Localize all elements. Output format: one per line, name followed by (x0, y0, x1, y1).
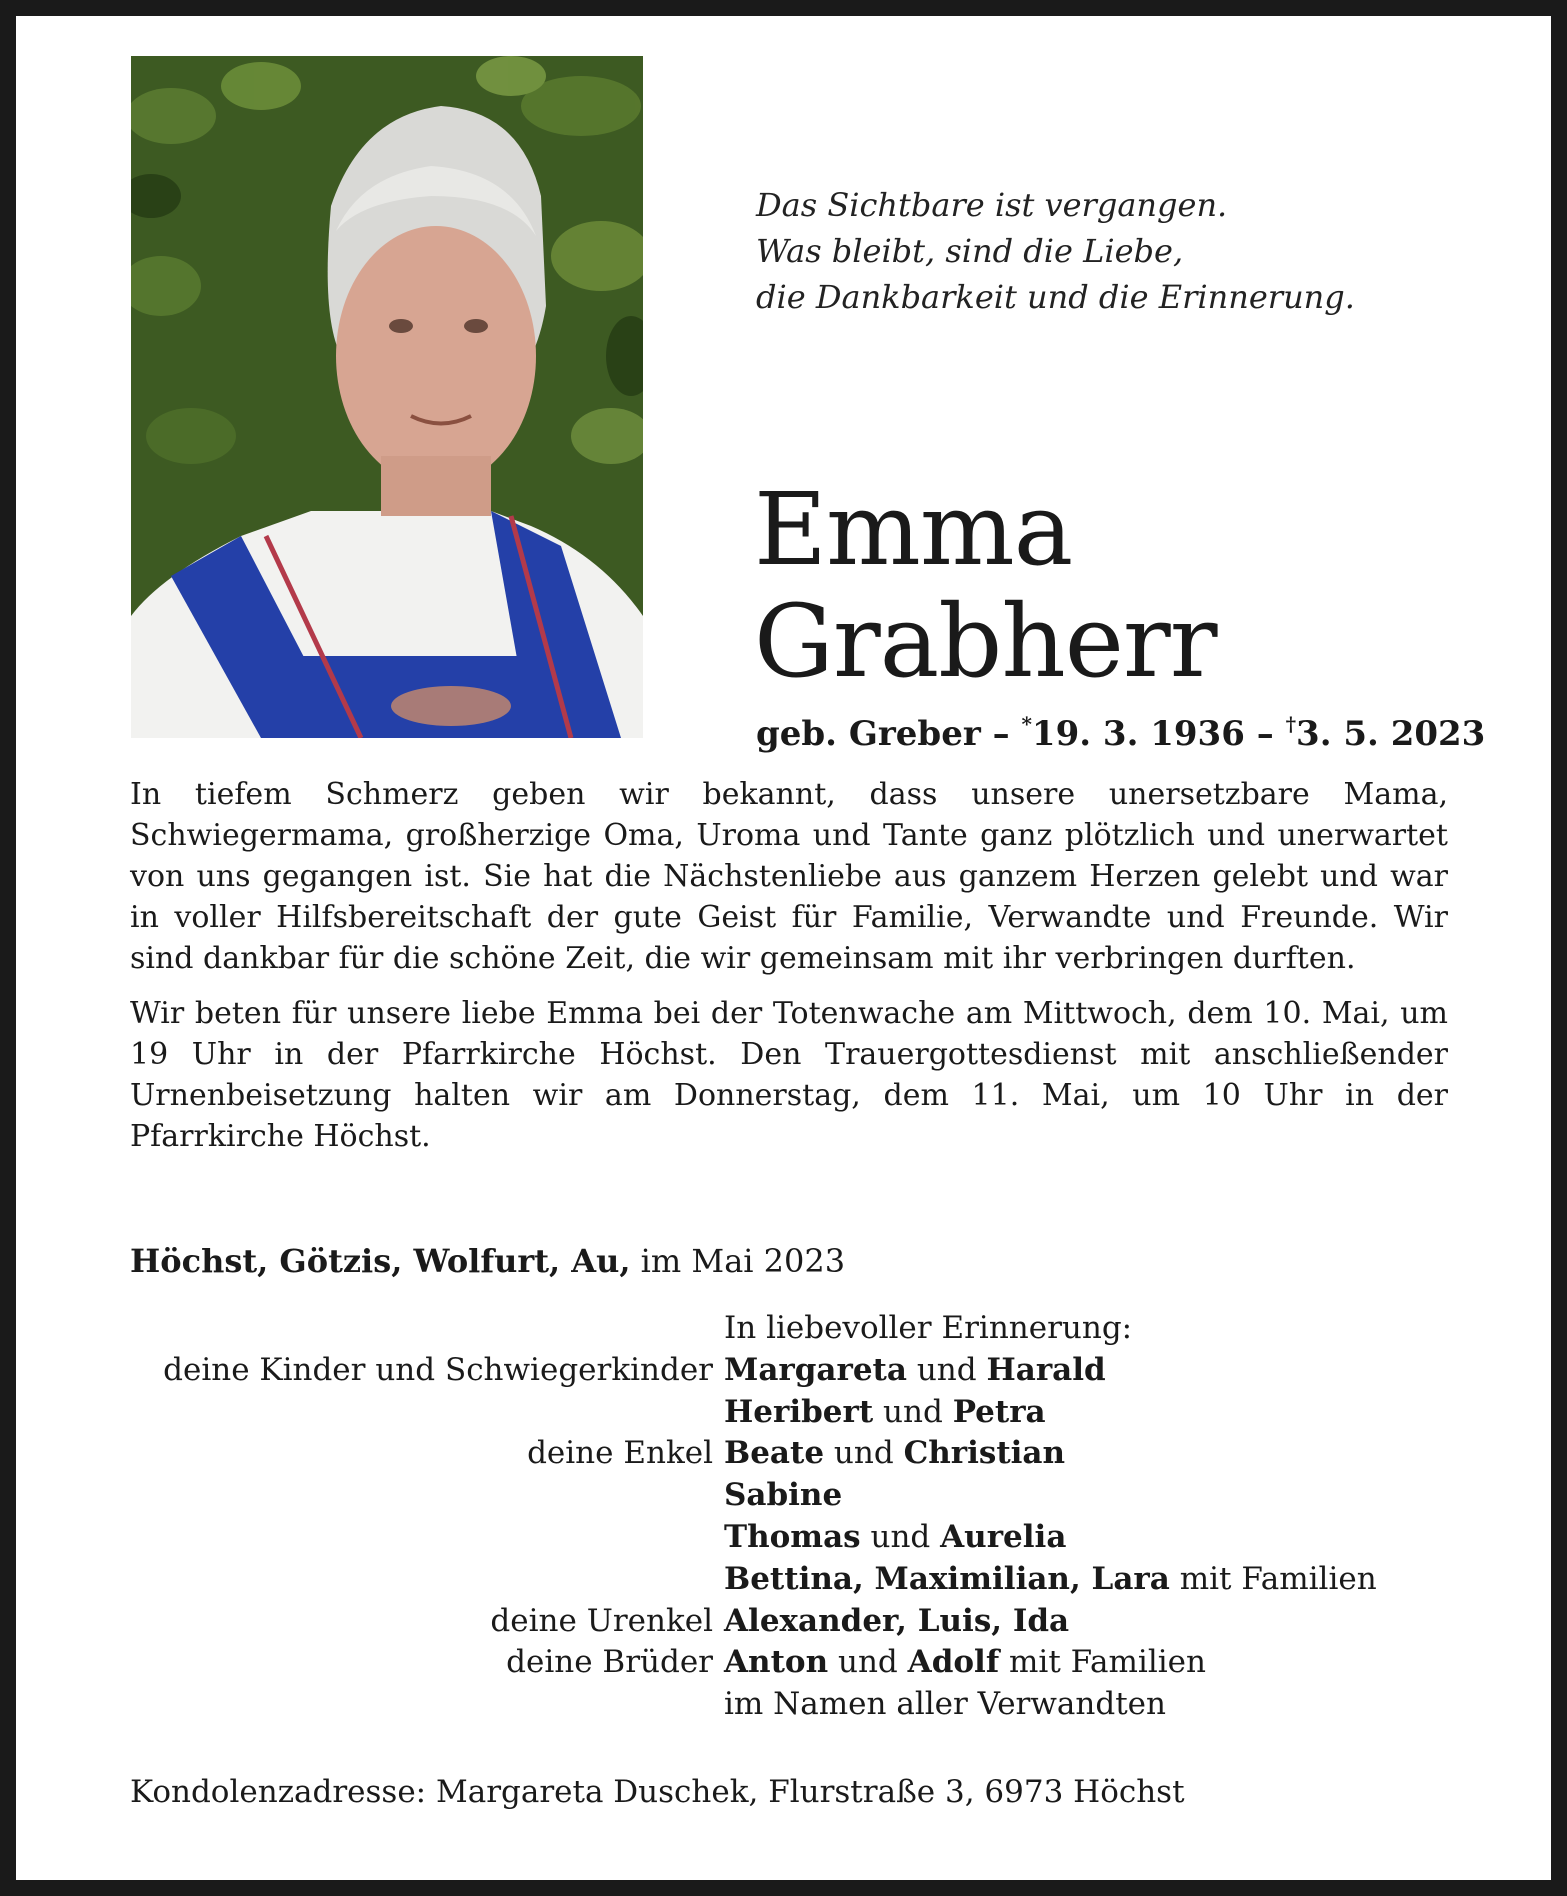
mourner-names (724, 1642, 1206, 1684)
first-name: Emma (754, 471, 1073, 588)
relation-label: deine Urenkel (490, 1602, 713, 1639)
list-item (16, 1559, 1551, 1601)
towns: Höchst, Götzis, Wolfurt, Au, (130, 1242, 631, 1280)
birth-date: 19. 3. 1936 (1031, 714, 1245, 754)
portrait-photo-icon (131, 56, 643, 738)
list-item (16, 1392, 1551, 1434)
motto-line: Das Sichtbare ist vergangen. (756, 186, 1228, 224)
motto-line: Was bleibt, sind die Liebe, (756, 232, 1184, 270)
intro: In liebevoller Erinnerung: (724, 1310, 1133, 1346)
mourner-name: Bettina, Maximilian, Lara (724, 1560, 1170, 1597)
with-families: mit Familien (1179, 1560, 1377, 1597)
mourner-names (724, 1433, 1065, 1475)
mourner-name: Christian (903, 1435, 1066, 1472)
mourner-name: Alexander, Luis, Ida (724, 1602, 1070, 1639)
motto-line: die Dankbarkeit und die Erinnerung. (756, 278, 1355, 316)
mourner-name: Harald (986, 1351, 1106, 1388)
condolence-address: Kondolenzadresse: Margareta Duschek, Flurstraße 3, 6973 Höchst (130, 1774, 1185, 1810)
conjunction: und (883, 1393, 943, 1430)
closing-line: im Namen aller Verwandten (724, 1686, 1166, 1723)
mourner-name: Beate (724, 1435, 825, 1472)
conjunction: und (916, 1351, 977, 1388)
died-symbol: † (1285, 712, 1297, 736)
mourner-name: Thomas (724, 1518, 861, 1555)
with-families: mit Familien (1009, 1644, 1206, 1681)
list-item (16, 1308, 1551, 1350)
last-name: Grabherr (754, 583, 1217, 700)
mourner-names (724, 1559, 1377, 1601)
relation-label: deine Brüder (506, 1644, 713, 1681)
month-year: im Mai 2023 (640, 1242, 846, 1280)
life-dates (756, 712, 1485, 754)
list-item (16, 1601, 1551, 1643)
mourner-names (724, 1601, 1069, 1643)
death-date: 3. 5. 2023 (1296, 714, 1486, 754)
mourner-name: Aurelia (940, 1518, 1067, 1555)
mourner-names (724, 1475, 842, 1517)
mourner-names (724, 1350, 1106, 1392)
birth-name: geb. Greber (756, 714, 981, 754)
announcement-paragraph: In tiefem Schmerz geben wir bekannt, dass unsere unersetzbare Mama, Schwiegermama, großherzige Oma, Uroma und Tante ganz plötzlich und unerwartet von uns gegangen ist. Sie hat die Nächstenliebe aus ganzem Herzen gelebt und war in voller Hilfsbereitschaft der gute Geist für Familie, Verwandte und Freunde. Wir sind dankbar für die schöne Zeit, die wir gemeinsam mit ihr verbringen durften. (130, 777, 1448, 976)
born-symbol: * (1021, 712, 1032, 736)
announcement-text (130, 774, 1448, 1171)
portrait-photo (131, 56, 643, 738)
mourners-list (16, 1308, 1551, 1726)
list-item (16, 1642, 1551, 1684)
list-item (16, 1517, 1551, 1559)
mourner-name: Margareta (724, 1351, 907, 1388)
motto-quote (756, 182, 1516, 320)
place-date (130, 1242, 845, 1280)
relation-label: deine Enkel (527, 1435, 713, 1472)
mourner-name: Anton (724, 1644, 829, 1681)
deceased-name (754, 471, 1217, 700)
mourner-names (724, 1392, 1046, 1434)
mourner-name: Sabine (724, 1477, 843, 1514)
list-item (16, 1350, 1551, 1392)
list-item (16, 1433, 1551, 1475)
obituary-page (16, 16, 1551, 1880)
mourner-name: Adolf (907, 1644, 1000, 1681)
dash: – (1256, 714, 1274, 754)
mourner-name: Petra (952, 1393, 1046, 1430)
mourner-name: Heribert (724, 1393, 874, 1430)
conjunction: und (833, 1435, 894, 1472)
conjunction: und (838, 1644, 898, 1681)
list-item (16, 1475, 1551, 1517)
mourner-names (724, 1517, 1066, 1559)
list-item (16, 1684, 1551, 1726)
conjunction: und (870, 1518, 931, 1555)
dash: – (992, 714, 1010, 754)
relation-label: deine Kinder und Schwiegerkinder (163, 1351, 713, 1388)
funeral-paragraph: Wir beten für unsere liebe Emma bei der Totenwache am Mittwoch, dem 10. Mai, um 19 Uhr in der Pfarrkirche Höchst. Den Trauergottesdienst mit anschließender Urnenbeisetzung halten wir am Donnerstag, dem 11. Mai, um 10 Uhr in der Pfarrkirche Höchst. (130, 996, 1448, 1154)
